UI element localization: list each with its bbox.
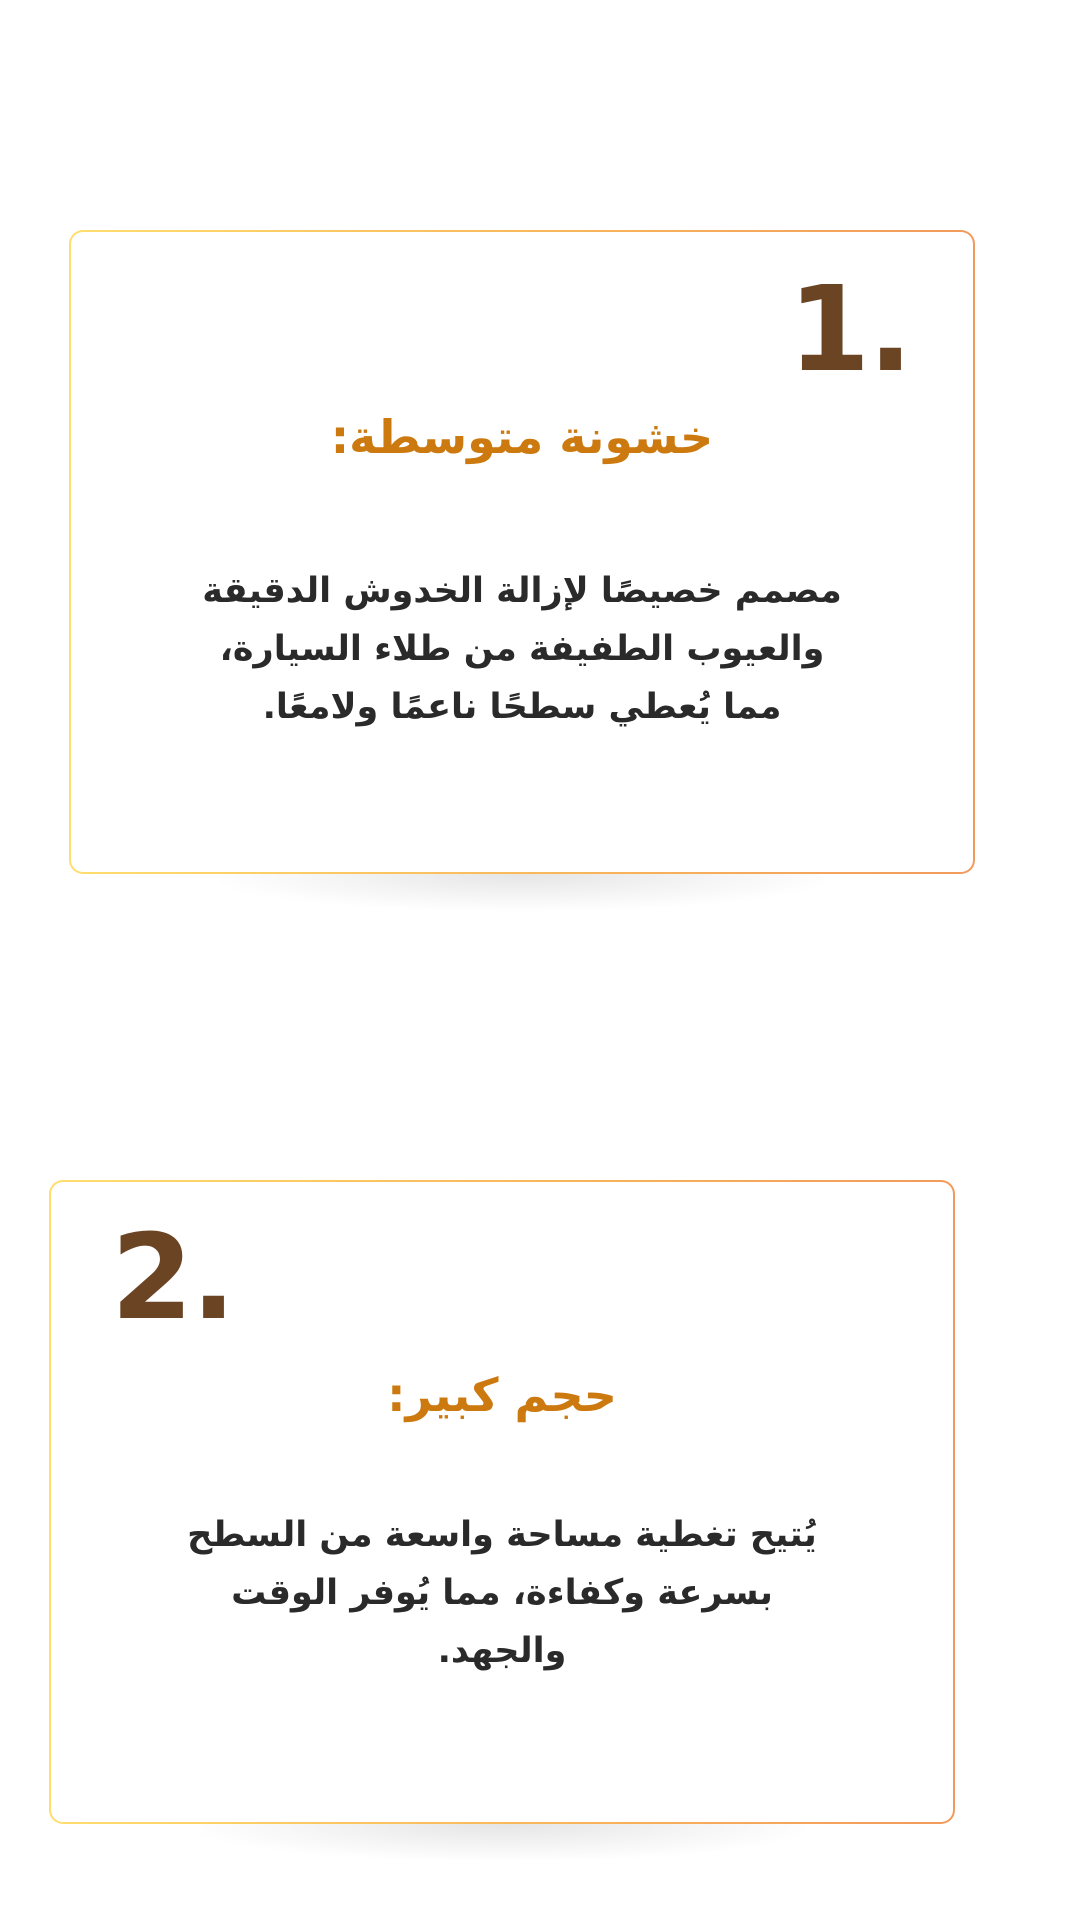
card-description: يُتيح تغطية مساحة واسعة من السطح بسرعة وكفاءة، مما يُوفر الوقت والجهد. <box>187 1515 817 1671</box>
card-number: 1. <box>788 260 911 398</box>
card-border <box>49 1180 955 1824</box>
card-title: خشونة متوسطة: <box>330 410 714 464</box>
feature-card-1 <box>69 230 975 874</box>
feature-card-2 <box>49 1180 955 1824</box>
card-body-container <box>71 232 973 872</box>
card-body-container <box>51 1182 953 1822</box>
card-border <box>69 230 975 874</box>
card-title: حجم كبير: <box>387 1368 617 1422</box>
card-number: 2. <box>111 1208 234 1346</box>
card-shadow <box>219 874 825 910</box>
card-description: مصمم خصيصًا لإزالة الخدوش الدقيقة والعيوب الطفيفة من طلاء السيارة، مما يُعطي سطحًا ناعمًا ولامعًا. <box>202 571 842 727</box>
card-shadow <box>199 1824 805 1860</box>
